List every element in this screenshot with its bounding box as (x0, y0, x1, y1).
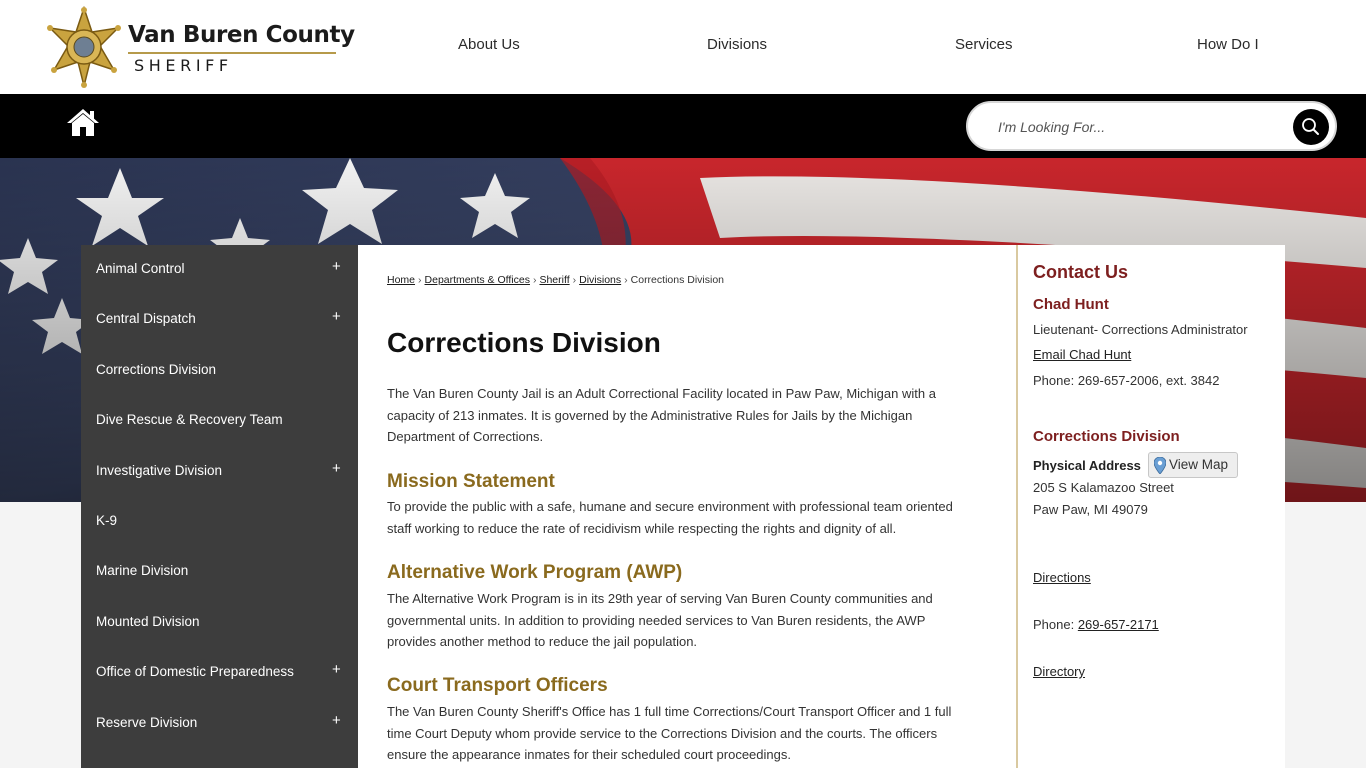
intro-paragraph (387, 383, 987, 448)
paragraph-line: The Van Buren County Sheriff's Office has 1 full time Corrections/Court Transport Officer and 1 full (387, 704, 952, 719)
breadcrumb-home[interactable]: Home (387, 274, 416, 286)
nav-about-us[interactable]: About Us (458, 36, 520, 53)
page-title: Corrections Division (387, 327, 661, 358)
section-heading-awp: Alternative Work Program (AWP) (387, 562, 683, 583)
breadcrumb-separator: › (572, 274, 577, 286)
sidebar-item-k9[interactable] (81, 497, 358, 547)
paragraph-line: governmental units. In addition to providing needed services to Van Buren residents, the AWP (387, 612, 926, 628)
paragraph-line: provides another method to reduce the jail population. (387, 634, 698, 649)
paragraph-line: To provide the public with a safe, humane and secure environment with professional team oriented (387, 499, 953, 514)
expand-plus-icon[interactable]: + (332, 661, 341, 678)
view-map-label: View Map (1169, 457, 1229, 472)
sidebar-nav (81, 245, 358, 768)
sidebar-item-label: Corrections Division (96, 362, 217, 377)
breadcrumb-separator: › (418, 274, 422, 286)
sidebar-item-mounted-division[interactable] (81, 598, 358, 648)
sheriff-badge-icon (46, 6, 122, 88)
sidebar-item-label: Reserve Division (96, 715, 198, 730)
breadcrumb-separator: › (532, 274, 537, 286)
breadcrumb (387, 274, 724, 286)
address-label: Physical Address (1033, 458, 1141, 473)
search-button[interactable] (1293, 109, 1329, 145)
sidebar-item-corrections-division[interactable] (81, 346, 358, 396)
sidebar-item-label: Animal Control (96, 261, 185, 276)
logo-title: Van Buren County (128, 22, 355, 48)
section-heading-court-transport: Court Transport Officers (387, 675, 608, 696)
paragraph-line: The Alternative Work Program is in its 29th year of serving Van Buren County communities and (387, 591, 933, 606)
paragraph-line: staff working to reduce the rate of recidivism while respecting the rights and dignity of all. (387, 520, 897, 536)
breadcrumb-departments[interactable]: Departments & Offices (424, 274, 530, 286)
site-logo[interactable] (46, 6, 355, 90)
office-phone (1033, 617, 1159, 632)
intro-line: Department of Corrections. (387, 429, 544, 444)
sidebar-item-label: Dive Rescue & Recovery Team (96, 412, 283, 427)
map-pin-icon (1154, 457, 1166, 474)
home-icon[interactable] (66, 108, 100, 138)
expand-plus-icon[interactable]: + (332, 460, 341, 477)
search-icon (1293, 109, 1329, 145)
address-street: 205 S Kalamazoo Street (1033, 480, 1174, 495)
contact-title: Contact Us (1033, 262, 1129, 282)
directory-link[interactable]: Directory (1033, 664, 1086, 679)
logo-subtitle: SHERIFF (134, 56, 233, 75)
search-box (966, 101, 1337, 151)
section-heading-mission: Mission Statement (387, 471, 555, 492)
sidebar-item-reserve-division[interactable] (81, 699, 358, 749)
sidebar-item-marine-division[interactable] (81, 547, 358, 597)
sidebar-item-label: Mounted Division (96, 614, 200, 629)
sidebar-item-domestic-preparedness[interactable] (81, 648, 358, 698)
directions-link[interactable]: Directions (1033, 570, 1091, 585)
sidebar-item-label: Investigative Division (96, 463, 223, 478)
main-content (358, 245, 1016, 768)
expand-plus-icon[interactable]: + (332, 258, 341, 275)
nav-divisions[interactable]: Divisions (707, 36, 768, 53)
expand-plus-icon[interactable]: + (332, 308, 341, 325)
search-input[interactable] (998, 115, 1278, 139)
contact-person-role: Lieutenant- Corrections Administrator (1033, 322, 1248, 337)
section-paragraph-mission (387, 496, 987, 539)
logo-divider (128, 52, 336, 54)
sidebar-item-label: K-9 (96, 513, 118, 528)
expand-plus-icon[interactable]: + (332, 712, 341, 729)
address-city: Paw Paw, MI 49079 (1033, 502, 1148, 517)
contact-person-phone: Phone: 269-657-2006, ext. 3842 (1033, 373, 1220, 388)
sidebar-item-dive-rescue[interactable] (81, 396, 358, 446)
section-paragraph-court-transport (387, 701, 987, 766)
contact-panel (1016, 245, 1285, 768)
breadcrumb-sheriff[interactable]: Sheriff (539, 274, 570, 286)
sidebar-item-central-dispatch[interactable] (81, 295, 358, 345)
view-map-button[interactable] (1148, 452, 1238, 478)
section-paragraph-awp (387, 588, 987, 653)
phone-link[interactable]: 269-657-2171 (1077, 617, 1159, 632)
sidebar-item-label: Marine Division (96, 563, 189, 578)
paragraph-line: ensure the appearance inmates for their scheduled court proceedings. (387, 747, 791, 762)
email-link[interactable]: Email Chad Hunt (1033, 347, 1132, 362)
nav-services[interactable]: Services (955, 36, 1013, 53)
sidebar-item-label: Central Dispatch (96, 311, 196, 326)
breadcrumb-separator: › (624, 274, 628, 286)
nav-how-do-i[interactable]: How Do I (1197, 36, 1259, 53)
breadcrumb-divisions[interactable]: Divisions (579, 274, 622, 286)
office-name: Corrections Division (1033, 428, 1180, 445)
sidebar-item-animal-control[interactable] (81, 245, 358, 295)
sidebar-item-label: Office of Domestic Preparedness (96, 664, 294, 679)
breadcrumb-current: Corrections Division (630, 274, 725, 286)
sidebar-item-investigative-division[interactable] (81, 447, 358, 497)
site-header (0, 0, 1366, 94)
intro-line: The Van Buren County Jail is an Adult Correctional Facility located in Paw Paw, Michigan with a (387, 386, 936, 401)
paragraph-line: time Court Deputy whom provide service to the Corrections Division and the courts. The officers (387, 725, 938, 741)
intro-line: capacity of 213 inmates. It is governed by the Administrative Rules for Jails by the Michigan (387, 407, 913, 423)
phone-label: Phone: (1033, 617, 1075, 632)
contact-person-name: Chad Hunt (1033, 296, 1109, 313)
